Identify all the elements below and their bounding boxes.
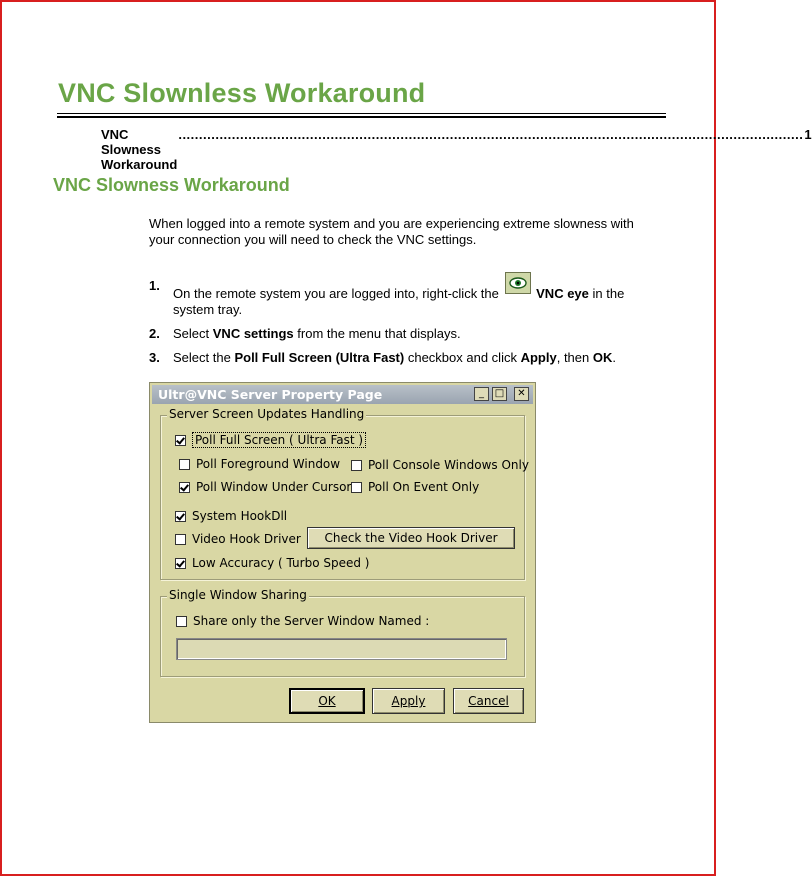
step-text-part: , then [556,350,590,365]
title-rule-thick [57,116,666,118]
checkbox-label: Poll Foreground Window [196,457,341,471]
maximize-icon[interactable]: □ [492,387,507,401]
step-text-part: checkbox and click [407,350,517,365]
close-icon[interactable]: ✕ [514,387,529,401]
step-text-part: from the menu that displays. [297,326,461,341]
window-name-input[interactable] [176,638,507,660]
checkbox-box[interactable] [175,558,186,569]
step-bold-text: OK [592,350,613,365]
list-item [149,350,659,366]
step-number: 1. [149,278,160,293]
checkbox-label: Share only the Server Window Named : [193,614,430,628]
share-only-checkbox[interactable] [176,614,429,628]
checkbox-label: Video Hook Driver [192,532,301,546]
vnc-property-dialog [149,382,536,723]
step-number: 2. [149,326,160,341]
step-bold-text: VNC eye [536,286,589,301]
checkbox-box[interactable] [176,616,187,627]
dialog-title: Ultr@VNC Server Property Page [158,387,383,402]
apply-button[interactable] [372,688,445,714]
checkbox-box[interactable] [175,534,186,545]
minimize-icon[interactable]: _ [474,387,489,401]
poll-console-checkbox[interactable] [351,458,529,472]
checkbox-box[interactable] [175,435,186,446]
toc-entry[interactable] [101,127,812,172]
steps-list [149,278,659,374]
low-accuracy-checkbox[interactable] [175,556,369,570]
step-text [173,350,659,366]
checkbox-box[interactable] [179,482,190,493]
poll-full-screen-checkbox[interactable] [175,432,366,448]
vnc-eye-icon [505,272,531,294]
step-bold-text: VNC settings [212,326,294,341]
checkbox-label: System HookDll [192,509,288,523]
step-text [173,278,659,318]
dialog-titlebar[interactable] [152,385,533,404]
group-legend: Single Window Sharing [169,588,307,602]
checkbox-box[interactable] [351,482,362,493]
single-window-group [160,588,525,677]
step-text-part: Select the [173,350,231,365]
list-item [149,326,659,342]
ok-button[interactable] [289,688,365,714]
poll-on-event-checkbox[interactable] [351,480,479,494]
checkbox-label: Poll On Event Only [368,480,480,494]
step-number: 3. [149,350,160,365]
checkbox-box[interactable] [351,460,362,471]
checkbox-label: Poll Full Screen ( Ultra Fast ) [192,432,366,448]
check-video-hook-button[interactable]: Check the Video Hook Driver [307,527,515,549]
video-hook-checkbox[interactable] [175,532,301,546]
step-bold-text: Poll Full Screen (Ultra Fast) [234,350,405,365]
checkbox-label: Poll Console Windows Only [368,458,529,472]
toc-page-number: 1 [804,127,812,142]
step-text-part: in the system tray. [173,286,625,317]
intro-paragraph: When logged into a remote system and you are experiencing extreme slowness with your connection you will need to check the VNC settings. [149,216,634,247]
toc-leader-dots: ........................................................................................................................................................ [178,127,804,142]
system-hookdll-checkbox[interactable] [175,509,287,523]
step-text [173,326,659,342]
apply-label: Apply [391,694,426,708]
poll-foreground-checkbox[interactable] [179,457,340,471]
step-text-part: On the remote system you are logged into, right-click the [173,286,499,301]
checkbox-label: Poll Window Under Cursor [196,480,352,494]
list-item [149,278,659,318]
step-text-part: . [612,350,616,365]
checkbox-label: Low Accuracy ( Turbo Speed ) [192,556,370,570]
cancel-label: Cancel [468,694,509,708]
title-rule-thin [57,113,666,114]
checkbox-box[interactable] [175,511,186,522]
ok-label: OK [318,694,336,708]
document-title: VNC Slownless Workaround [58,78,426,108]
step-bold-text: Apply [520,350,557,365]
poll-under-cursor-checkbox[interactable] [179,480,351,494]
toc-entry-label: VNC Slowness Workaround [101,127,178,172]
section-heading: VNC Slowness Workaround [53,175,290,195]
checkbox-box[interactable] [179,459,190,470]
group-legend: Server Screen Updates Handling [169,407,365,421]
cancel-button[interactable] [453,688,524,714]
step-text-part: Select [173,326,210,341]
